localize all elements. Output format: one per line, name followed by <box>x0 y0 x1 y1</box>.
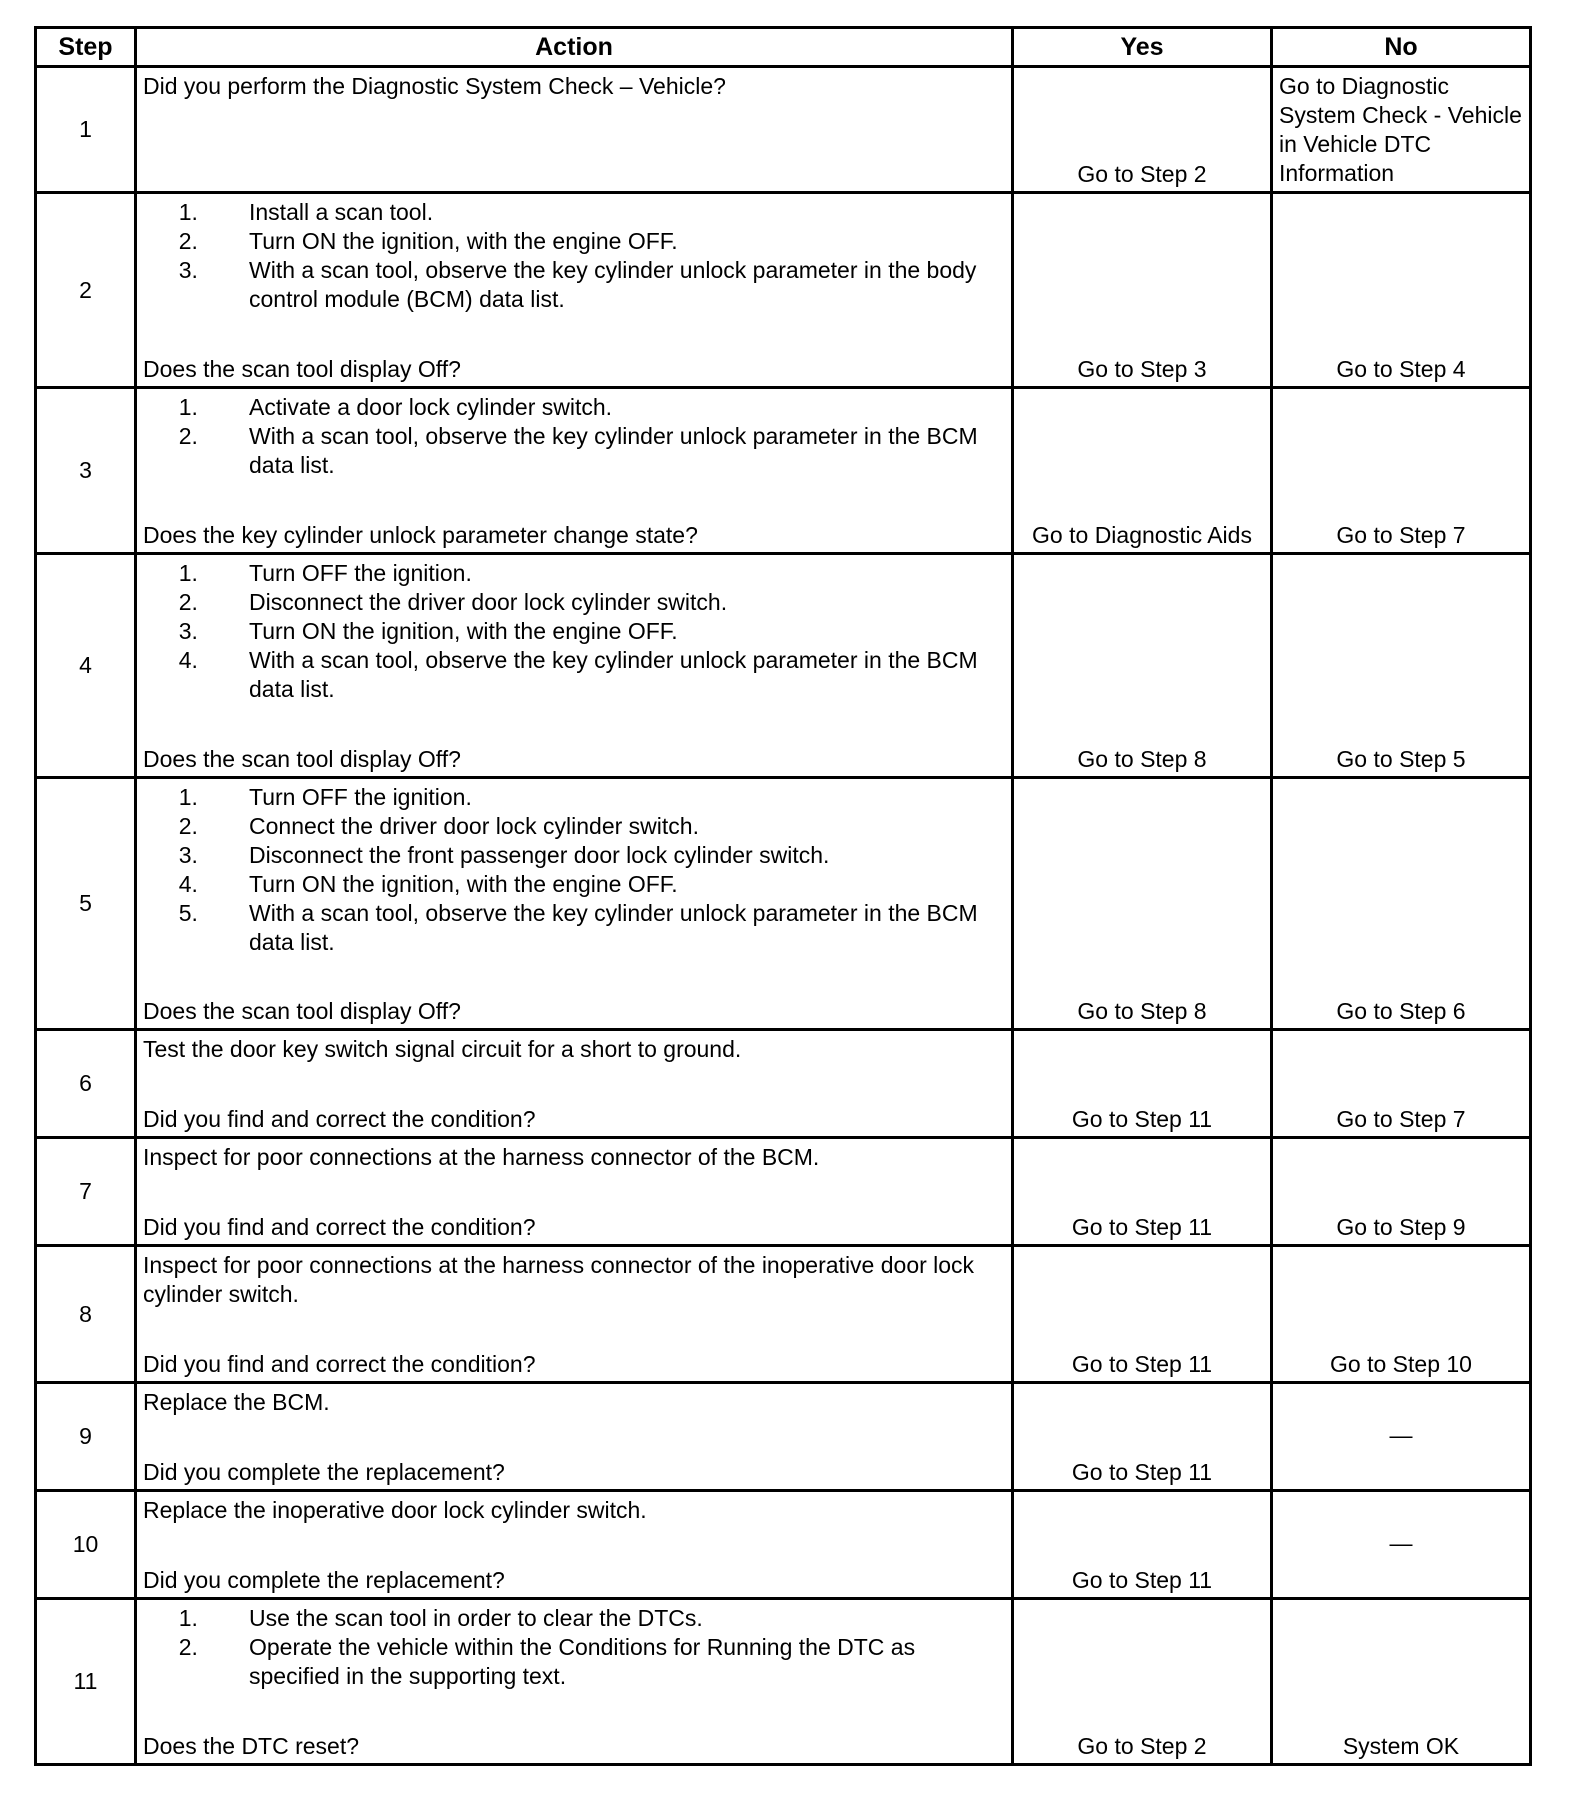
action-cell <box>136 1138 1013 1246</box>
action-question: Does the key cylinder unlock parameter change state? <box>143 522 698 548</box>
action-cell <box>136 554 1013 778</box>
yes-text: Go to Step 11 <box>1071 1106 1213 1132</box>
action-step-item: 4. With a scan tool, observe the key cylinder unlock parameter in the BCM data list. <box>249 646 1005 704</box>
action-question: Did you find and correct the condition? <box>143 1214 536 1240</box>
table-row <box>36 1491 1531 1599</box>
action-step-item: 3. Disconnect the front passenger door lock cylinder switch. <box>249 841 1005 870</box>
action-step-item: 3. Turn ON the ignition, with the engine OFF. <box>249 617 1005 646</box>
table-row <box>36 1599 1531 1765</box>
yes-text: Go to Step 2 <box>1077 161 1207 187</box>
action-steps-list <box>143 1604 1005 1691</box>
action-steps-list <box>143 198 1005 314</box>
no-text: Go to Step 7 <box>1336 522 1466 548</box>
step-number: 3 <box>36 388 136 554</box>
header-action: Action <box>136 28 1013 67</box>
action-question: Does the scan tool display Off? <box>143 746 461 772</box>
no-result <box>1272 778 1531 1030</box>
action-cell <box>136 1491 1013 1599</box>
action-steps-list <box>143 559 1005 704</box>
yes-result <box>1013 1491 1272 1599</box>
step-number: 6 <box>36 1030 136 1138</box>
yes-text: Go to Step 11 <box>1071 1214 1213 1240</box>
yes-text: Go to Step 8 <box>1077 998 1207 1024</box>
table-row <box>36 1138 1531 1246</box>
action-step-item: 2. Connect the driver door lock cylinder switch. <box>249 812 1005 841</box>
table-body <box>36 67 1531 1765</box>
no-text: Go to Step 4 <box>1336 356 1466 382</box>
step-number: 2 <box>36 193 136 388</box>
header-yes: Yes <box>1013 28 1272 67</box>
action-question: Does the DTC reset? <box>143 1733 360 1759</box>
table-row <box>36 1383 1531 1491</box>
yes-result <box>1013 554 1272 778</box>
diagnostic-table <box>34 26 1532 1766</box>
yes-text: Go to Step 11 <box>1071 1567 1213 1593</box>
action-step-item: 4. Turn ON the ignition, with the engine OFF. <box>249 870 1005 899</box>
no-text: Go to Step 10 <box>1330 1351 1472 1377</box>
header-step: Step <box>36 28 136 67</box>
yes-result <box>1013 388 1272 554</box>
action-question: Did you find and correct the condition? <box>143 1106 536 1132</box>
action-text: Inspect for poor connections at the harness connector of the inoperative door lock cylinder switch. <box>143 1252 975 1307</box>
action-cell <box>136 193 1013 388</box>
action-cell <box>136 67 1013 193</box>
table-row <box>36 67 1531 193</box>
yes-result <box>1013 1138 1272 1246</box>
yes-result <box>1013 1383 1272 1491</box>
no-text: — <box>1389 1422 1413 1448</box>
no-text: Go to Step 7 <box>1336 1106 1466 1132</box>
yes-text: Go to Diagnostic Aids <box>1032 522 1252 548</box>
action-question: Did you complete the replacement? <box>143 1567 505 1593</box>
action-step-item: 1. Activate a door lock cylinder switch. <box>249 393 1005 422</box>
yes-result <box>1013 193 1272 388</box>
header-row <box>36 28 1531 67</box>
action-step-item: 2. Turn ON the ignition, with the engine OFF. <box>249 227 1005 256</box>
step-number: 10 <box>36 1491 136 1599</box>
action-question: Does the scan tool display Off? <box>143 998 461 1024</box>
no-result <box>1272 1383 1531 1491</box>
no-text: Go to Step 5 <box>1336 746 1466 772</box>
table-row <box>36 554 1531 778</box>
no-result <box>1272 1599 1531 1765</box>
no-text: System OK <box>1342 1733 1460 1759</box>
action-cell <box>136 1383 1013 1491</box>
action-step-item: 5. With a scan tool, observe the key cylinder unlock parameter in the BCM data list. <box>249 899 1005 957</box>
step-number: 4 <box>36 554 136 778</box>
no-text: Go to Diagnostic System Check - Vehicle in Vehicle DTC Information <box>1279 73 1522 186</box>
action-text: Test the door key switch signal circuit for a short to ground. <box>143 1036 742 1062</box>
table-row <box>36 1246 1531 1383</box>
yes-result <box>1013 778 1272 1030</box>
action-step-item: 1. Turn OFF the ignition. <box>249 559 1005 588</box>
action-step-item: 2. Disconnect the driver door lock cylinder switch. <box>249 588 1005 617</box>
table-row <box>36 778 1531 1030</box>
action-step-item: 1. Turn OFF the ignition. <box>249 783 1005 812</box>
action-question: Did you complete the replacement? <box>143 1459 505 1485</box>
action-text: Replace the inoperative door lock cylinder switch. <box>143 1497 647 1523</box>
no-result <box>1272 1246 1531 1383</box>
yes-result <box>1013 1599 1272 1765</box>
step-number: 5 <box>36 778 136 1030</box>
no-result <box>1272 1030 1531 1138</box>
table-row <box>36 193 1531 388</box>
action-text: Replace the BCM. <box>143 1389 330 1415</box>
step-number: 7 <box>36 1138 136 1246</box>
table-row <box>36 388 1531 554</box>
step-number: 1 <box>36 67 136 193</box>
no-text: Go to Step 9 <box>1336 1214 1466 1240</box>
yes-text: Go to Step 2 <box>1077 1733 1207 1759</box>
yes-text: Go to Step 11 <box>1071 1459 1213 1485</box>
yes-result <box>1013 1030 1272 1138</box>
action-step-item: 3. With a scan tool, observe the key cylinder unlock parameter in the body control module (BCM) data list. <box>249 256 1005 314</box>
table-row <box>36 1030 1531 1138</box>
action-step-item: 2. With a scan tool, observe the key cylinder unlock parameter in the BCM data list. <box>249 422 1005 480</box>
action-cell <box>136 1030 1013 1138</box>
yes-result <box>1013 1246 1272 1383</box>
no-result <box>1272 193 1531 388</box>
no-result <box>1272 67 1531 193</box>
action-step-item: 1. Install a scan tool. <box>249 198 1005 227</box>
no-result <box>1272 1138 1531 1246</box>
yes-text: Go to Step 11 <box>1071 1351 1213 1377</box>
no-result <box>1272 388 1531 554</box>
action-cell <box>136 388 1013 554</box>
action-steps-list <box>143 393 1005 480</box>
yes-text: Go to Step 8 <box>1077 746 1207 772</box>
header-no: No <box>1272 28 1531 67</box>
action-step-item: 2. Operate the vehicle within the Conditions for Running the DTC as specified in the supporting text. <box>249 1633 1005 1691</box>
no-text: Go to Step 6 <box>1336 998 1466 1024</box>
yes-result <box>1013 67 1272 193</box>
step-number: 8 <box>36 1246 136 1383</box>
step-number: 11 <box>36 1599 136 1765</box>
action-cell <box>136 1246 1013 1383</box>
no-result <box>1272 554 1531 778</box>
action-text: Did you perform the Diagnostic System Check – Vehicle? <box>143 73 726 99</box>
step-number: 9 <box>36 1383 136 1491</box>
action-question: Did you find and correct the condition? <box>143 1351 536 1377</box>
action-cell <box>136 778 1013 1030</box>
action-steps-list <box>143 783 1005 957</box>
action-question: Does the scan tool display Off? <box>143 356 461 382</box>
action-cell <box>136 1599 1013 1765</box>
action-step-item: 1. Use the scan tool in order to clear the DTCs. <box>249 1604 1005 1633</box>
action-text: Inspect for poor connections at the harness connector of the BCM. <box>143 1144 820 1170</box>
no-text: — <box>1389 1530 1413 1556</box>
yes-text: Go to Step 3 <box>1077 356 1207 382</box>
no-result <box>1272 1491 1531 1599</box>
